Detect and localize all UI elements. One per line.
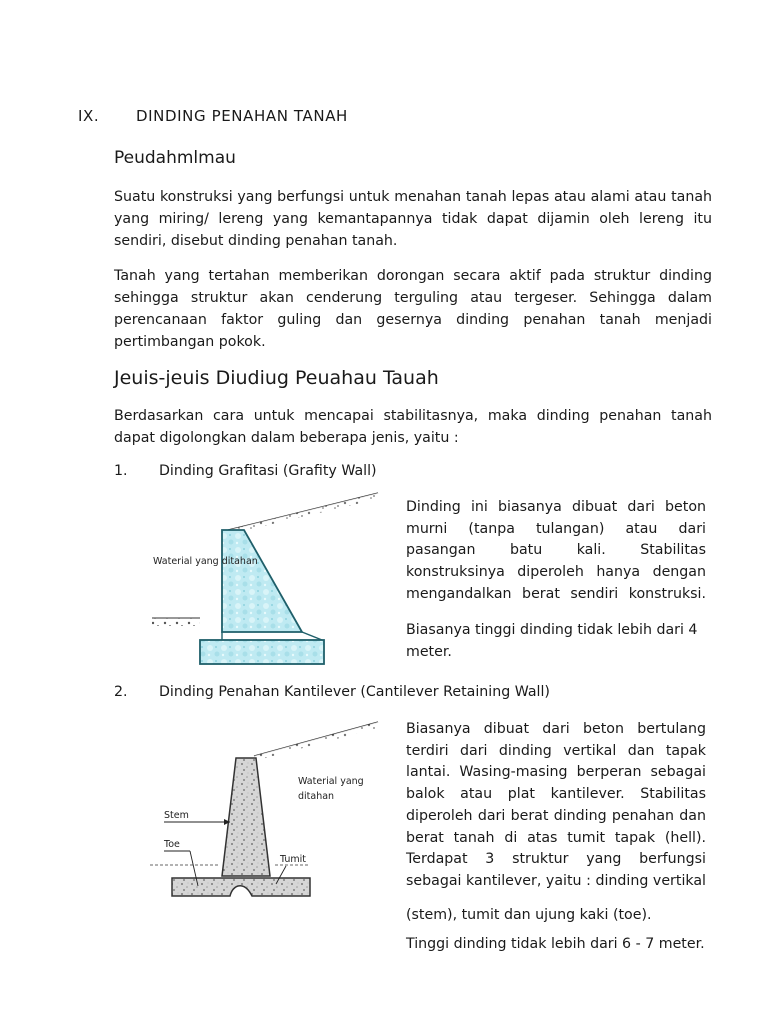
section-heading-types: Jeuis-jeuis Diudiug Peuahau Tauah [114,367,439,389]
list-title: Dinding Grafitasi (Grafity Wall) [159,463,377,479]
cantilever-stem [222,758,270,876]
cantilever-height-note: Tinggi dinding tidak lebih dari 6 - 7 meter. [406,936,705,952]
list-number: 1. [114,463,128,479]
cantilever-description: Biasanya dibuat dari beton bertulang terdiri dari dinding vertikal dan tapak lantai. Wasing-masing berperan sebagai balok atau plat kantilever. Stabilitas diperoleh dari berat dinding penahan dan berat tanah di atas tumit tapak (hell). Terdapat 3 struktur yang berfungsi sebagai kantilever, yaitu : dinding vertikal [406,721,706,889]
gravity-wall-figure [150,490,385,670]
cantilever-base-slab [172,878,310,896]
gravity-wall-body [222,530,302,632]
slope-hatch [254,722,378,760]
chapter-title: DINDING PENAHAN TANAH [136,107,348,125]
gravity-wall-base [200,640,324,664]
gravity-description: Dinding ini biasanya dibuat dari beton murni (tanpa tulangan) atau dari pasangan batu kali. Stabilitas konstruksinya diperoleh hanya dengan mengandalkan berat sendiri konstruksi. [406,499,706,602]
chapter-number: IX. [78,107,100,125]
stem-label: Stem [164,810,189,821]
retained-material-label: Waterial yang ditahan [153,556,258,567]
cantilever-description-cont: (stem), tumit dan ujung kaki (toe). [406,907,652,923]
gravity-height-note: Biasanya tinggi dinding tidak lebih dari 4 meter. [406,622,698,660]
section-heading-definition: Peudahmlmau [114,148,236,168]
paragraph-types-intro: Berdasarkan cara untuk mencapai stabilitasnya, maka dinding penahan tanah dapat digolongkan dalam beberapa jenis, yaitu : [114,408,712,446]
toe-label: Toe [164,839,180,850]
retained-material-label-2: ditahan [298,791,335,802]
heel-label: Tumit [280,854,306,865]
ground-left [152,618,200,626]
list-number: 2. [114,684,128,700]
paragraph-definition: Suatu konstruksi yang berfungsi untuk menahan tanah lepas atau alami atau tanah yang miring/ lereng yang kemantapannya tidak dapat dijamin oleh lereng itu sendiri, disebut dinding penahan tanah. [114,189,712,249]
cantilever-wall-figure [150,712,385,912]
retained-material-label-1: Waterial yang [298,776,364,787]
slope-hatch [228,493,378,534]
list-title: Dinding Penahan Kantilever (Cantilever Retaining Wall) [159,684,550,700]
paragraph-forces: Tanah yang tertahan memberikan dorongan secara aktif pada struktur dinding sehingga struktur akan cenderung terguling atau tergeser. Sehingga dalam perencanaan faktor guling dan gesernya dinding penahan tanah menjadi pertimbangan pokok. [114,268,712,350]
